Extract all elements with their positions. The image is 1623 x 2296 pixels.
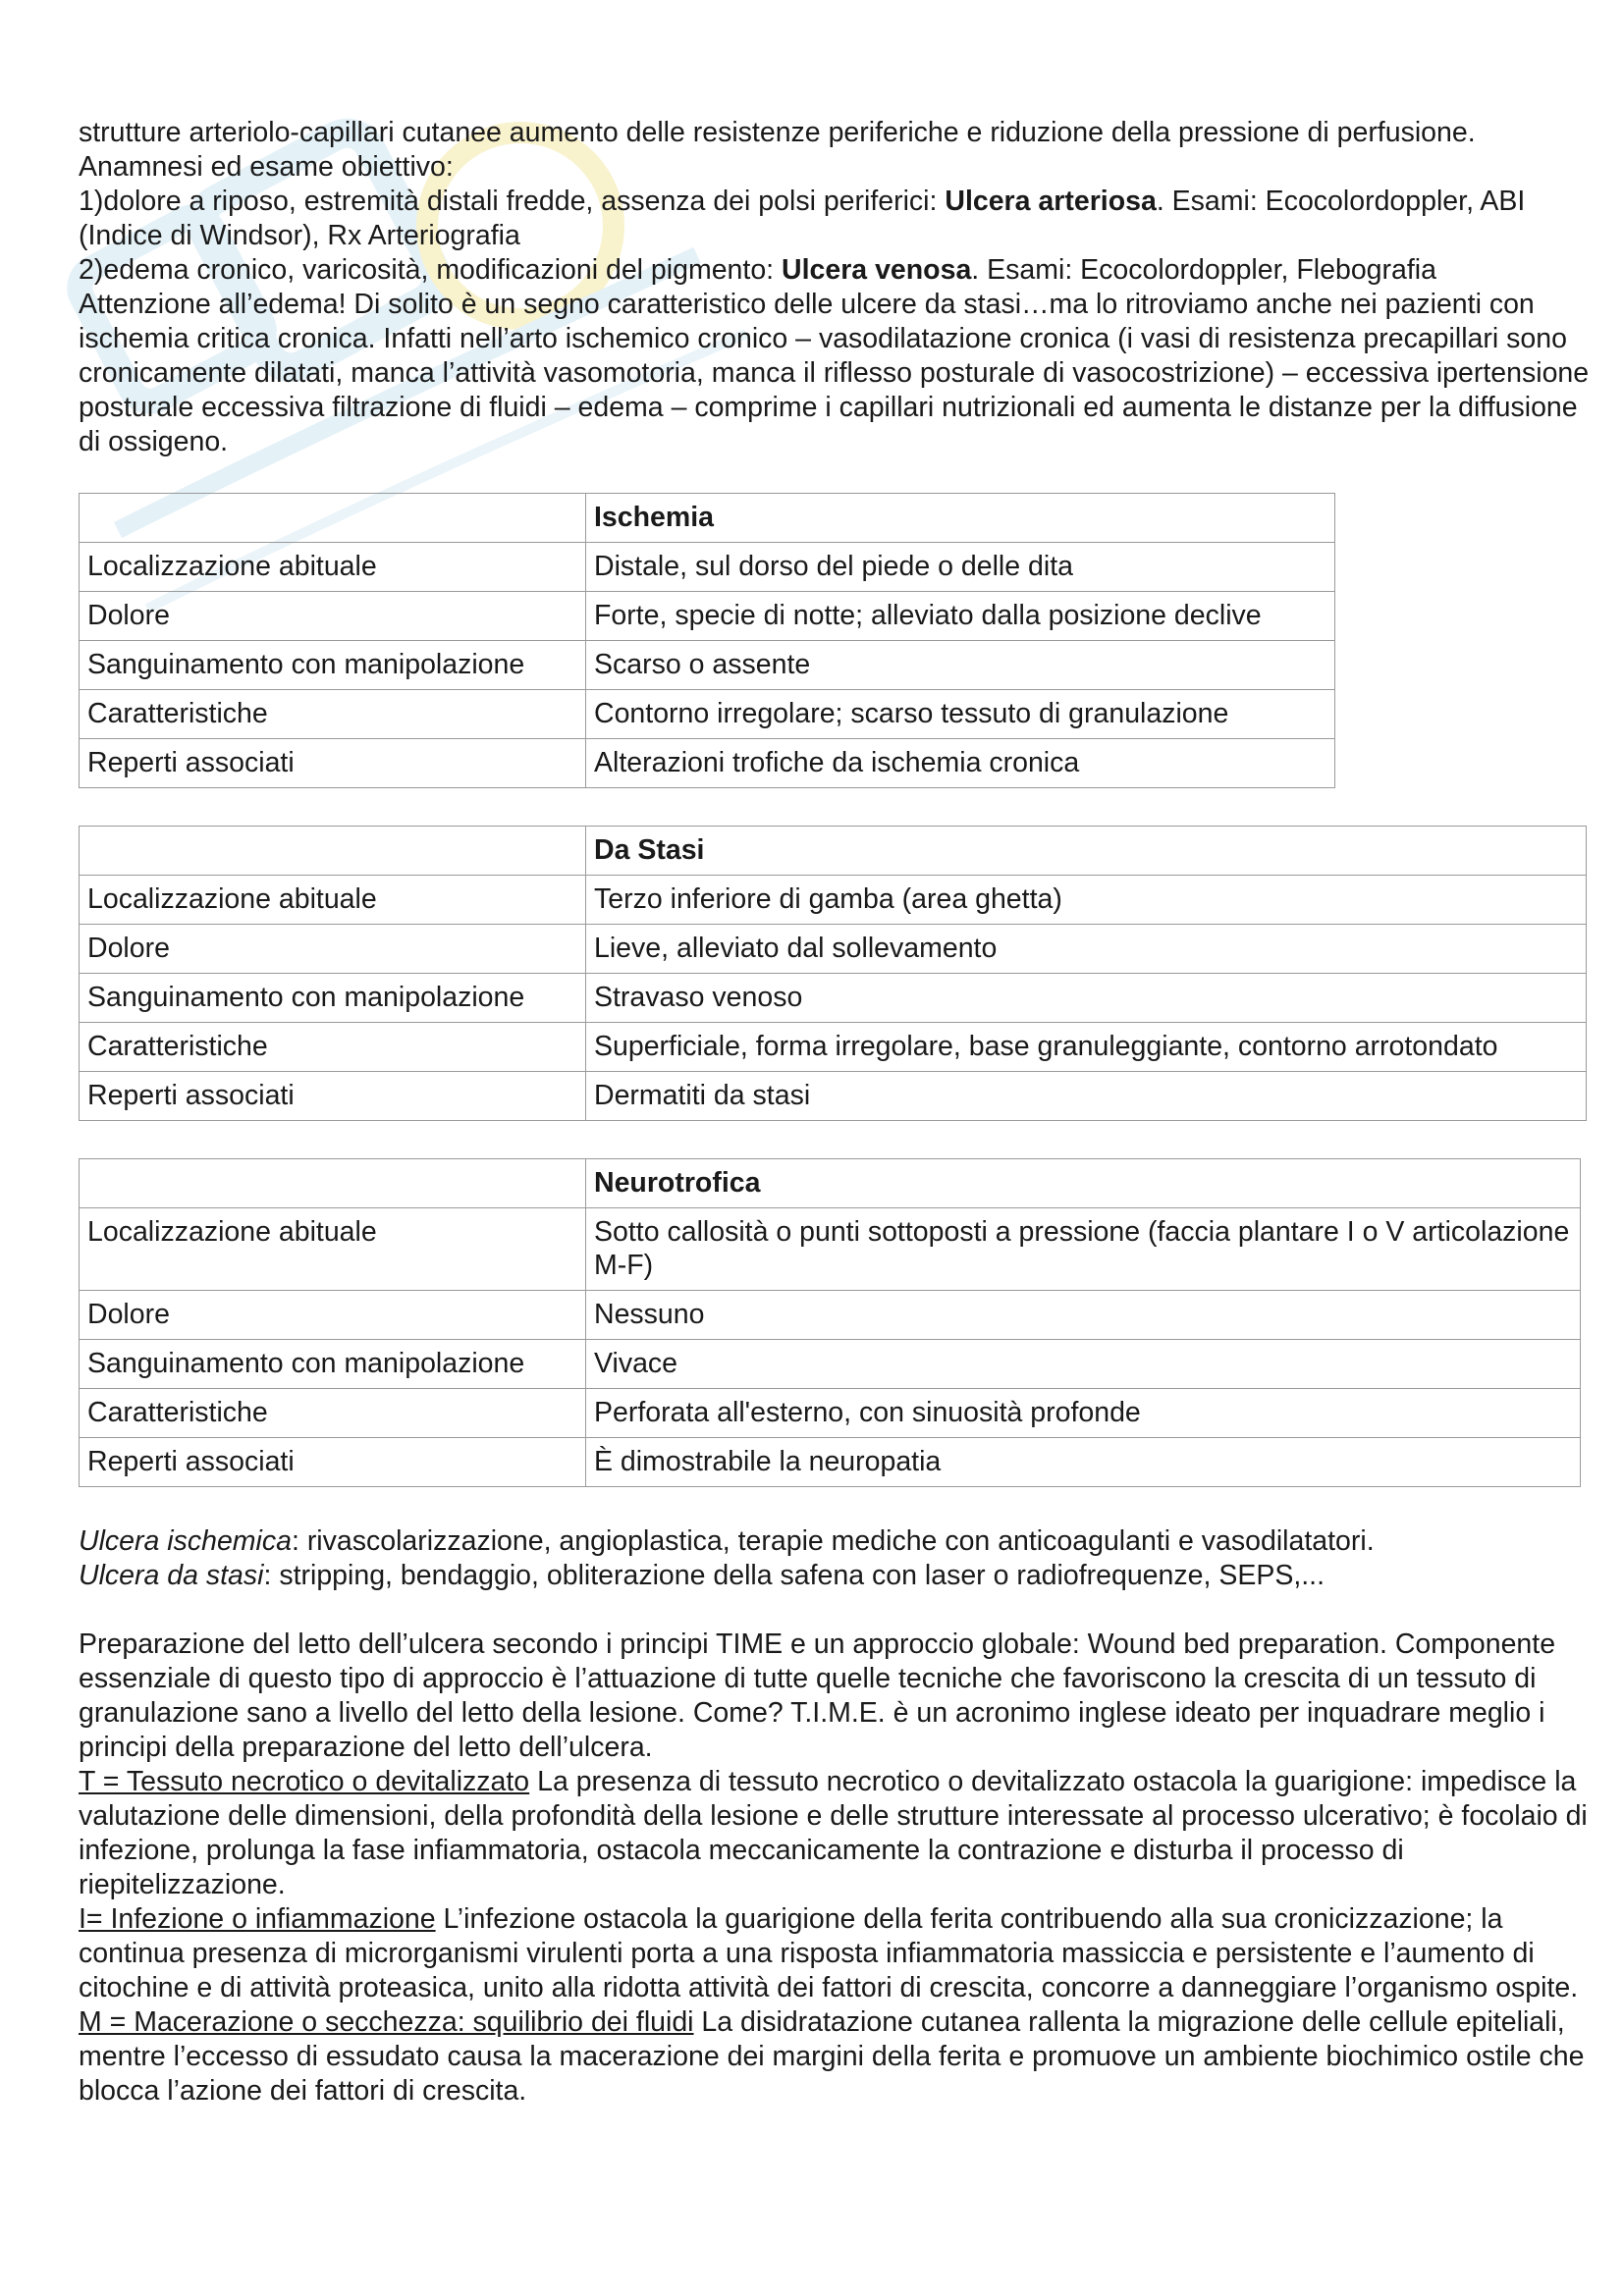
table-title: Ischemia: [586, 494, 1335, 543]
row-label: Caratteristiche: [80, 690, 586, 739]
row-value: È dimostrabile la neuropatia: [586, 1438, 1581, 1487]
row-label: Dolore: [80, 592, 586, 641]
row-label: Reperti associati: [80, 1072, 586, 1121]
time-t-paragraph: [79, 1765, 1591, 1902]
time-t-text: La presenza di tessuto necrotico o devitalizzato ostacola la guarigione: impedisce la valutazione delle dimensioni, della profondità della lesione e delle strutture interessate al processo ulcerativo; è focolaio di infezione, prolunga la fase infiammatoria, ostacola meccanicamente la contrazione e disturba il processo di riepitelizzazione.: [79, 1766, 1588, 1900]
document-page: [79, 116, 1591, 2109]
treatment-section: [79, 1524, 1591, 1593]
intro-section: [79, 116, 1591, 459]
row-value: Perforata all'esterno, con sinuosità profonde: [586, 1389, 1581, 1438]
time-section: [79, 1628, 1591, 2109]
table-corner-cell: [80, 827, 586, 876]
point-2-exams: . Esami: Ecocolordoppler, Flebografia: [971, 254, 1436, 286]
intro-text-a: strutture arteriolo-capillari cutanee: [79, 117, 510, 148]
table-row: [80, 1208, 1581, 1291]
table-header-row: [80, 827, 1587, 876]
row-value: Contorno irregolare; scarso tessuto di granulazione: [586, 690, 1335, 739]
row-label: Reperti associati: [80, 1438, 586, 1487]
table-title: Da Stasi: [586, 827, 1587, 876]
intro-paragraph: [79, 116, 1591, 150]
table-header-row: [80, 1159, 1581, 1208]
row-value: Nessuno: [586, 1291, 1581, 1340]
table-row: [80, 876, 1587, 925]
table-row: [80, 1438, 1581, 1487]
time-m-heading: M = Macerazione o secchezza: squilibrio dei fluidi: [79, 2006, 694, 2038]
treatment-stasi: [79, 1559, 1591, 1593]
row-label: Localizzazione abituale: [80, 1208, 586, 1291]
table-da-stasi: [79, 826, 1587, 1121]
table-row: [80, 925, 1587, 974]
row-label: Caratteristiche: [80, 1023, 586, 1072]
row-value: Stravaso venoso: [586, 974, 1587, 1023]
treatment-ischemica-label: Ulcera ischemica: [79, 1525, 292, 1557]
table-row: [80, 739, 1335, 788]
row-label: Sanguinamento con manipolazione: [80, 1340, 586, 1389]
treatment-ischemica-text: : rivascolarizzazione, angioplastica, terapie mediche con anticoagulanti e vasodilatatori.: [291, 1525, 1375, 1557]
point-2-text: 2)edema cronico, varicosità, modificazioni del pigmento:: [79, 254, 783, 286]
table-row: [80, 974, 1587, 1023]
point-2-bold: Ulcera venosa: [782, 254, 972, 286]
row-value: Lieve, alleviato dal sollevamento: [586, 925, 1587, 974]
table-row: [80, 543, 1335, 592]
row-value: Superficiale, forma irregolare, base granuleggiante, contorno arrotondato: [586, 1023, 1587, 1072]
treatment-stasi-label: Ulcera da stasi: [79, 1560, 264, 1591]
point-1-bold: Ulcera arteriosa: [945, 186, 1157, 217]
point-venosa: [79, 253, 1591, 288]
row-value: Forte, specie di notte; alleviato dalla posizione declive: [586, 592, 1335, 641]
table-row: [80, 1340, 1581, 1389]
row-label: Dolore: [80, 925, 586, 974]
row-value: Vivace: [586, 1340, 1581, 1389]
row-value: Dermatiti da stasi: [586, 1072, 1587, 1121]
treatment-stasi-text: : stripping, bendaggio, obliterazione della safena con laser o radiofrequenze, SEPS,...: [263, 1560, 1325, 1591]
table-row: [80, 1023, 1587, 1072]
point-1-exams: . Esami: Ecocolordoppler, ABI (Indice di Windsor), Rx Arteriografia: [79, 186, 1526, 251]
table-row: [80, 690, 1335, 739]
row-label: Reperti associati: [80, 739, 586, 788]
row-label: Dolore: [80, 1291, 586, 1340]
table-row: [80, 1389, 1581, 1438]
row-value: Sotto callosità o punti sottoposti a pressione (faccia plantare I o V articolazione M-F): [586, 1208, 1581, 1291]
time-t-heading: T = Tessuto necrotico o devitalizzato: [79, 1766, 530, 1797]
row-label: Caratteristiche: [80, 1389, 586, 1438]
time-m-paragraph: [79, 2005, 1591, 2109]
table-header-row: [80, 494, 1335, 543]
row-label: Sanguinamento con manipolazione: [80, 974, 586, 1023]
table-row: [80, 1072, 1587, 1121]
intro-text-b: aumento delle resistenze periferiche e riduzione della pressione di perfusione.: [509, 117, 1476, 148]
table-ischemia: [79, 493, 1335, 788]
row-label: Localizzazione abituale: [80, 876, 586, 925]
treatment-ischemica: [79, 1524, 1591, 1559]
table-row: [80, 592, 1335, 641]
row-value: Scarso o assente: [586, 641, 1335, 690]
row-value: Terzo inferiore di gamba (area ghetta): [586, 876, 1587, 925]
time-i-heading: I= Infezione o infiammazione: [79, 1903, 436, 1935]
table-title: Neurotrofica: [586, 1159, 1581, 1208]
anamnesi-heading: Anamnesi ed esame obiettivo:: [79, 151, 454, 183]
row-label: Sanguinamento con manipolazione: [80, 641, 586, 690]
row-label: Localizzazione abituale: [80, 543, 586, 592]
time-i-text: L’infezione ostacola la guarigione della ferita contribuendo alla sua cronicizzazione; la continua presenza di microrganismi virulenti porta a una risposta infiammatoria massiccia e persistente e l’aumento di citochine e di attività proteasica, unito alla ridotta attività dei fattori di crescita, concorre a danneggiare l’organismo ospite.: [79, 1903, 1579, 2003]
attenzione-paragraph: Attenzione all’edema! Di solito è un segno caratteristico delle ulcere da stasi…ma lo ritroviamo anche nei pazienti con ischemia critica cronica. Infatti nell’arto ischemico cronico – vasodilatazione cronica (i vasi di resistenza precapillari sono cronicamente dilatati, manca l’attività vasomotoria, manca il riflesso posturale di vasocostrizione) – eccessiva ipertensione posturale eccessiva filtrazione di fluidi – edema – comprime i capillari nutrizionali ed aumenta le distanze per la diffusione di ossigeno.: [79, 289, 1590, 457]
table-neurotrofica: [79, 1158, 1581, 1487]
row-value: Alterazioni trofiche da ischemia cronica: [586, 739, 1335, 788]
table-row: [80, 641, 1335, 690]
time-intro: Preparazione del letto dell’ulcera secondo i principi TIME e un approccio globale: Wound bed preparation. Componente essenziale di questo tipo di approccio è l’attuazione di tutte quelle tecniche che favoriscono la crescita di un tessuto di granulazione sano a livello del letto della lesione. Come? T.I.M.E. è un acronimo inglese ideato per inquadrare meglio i principi della preparazione del letto dell’ulcera.: [79, 1629, 1556, 1763]
table-corner-cell: [80, 1159, 586, 1208]
point-arteriosa: [79, 185, 1591, 253]
time-m-text: La disidratazione cutanea rallenta la migrazione delle cellule epiteliali, mentre l’eccesso di essudato causa la macerazione dei margini della ferita e promuove un ambiente biochimico ostile che blocca l’azione dei fattori di crescita.: [79, 2006, 1585, 2107]
table-row: [80, 1291, 1581, 1340]
point-1-text: 1)dolore a riposo, estremità distali fredde, assenza dei polsi periferici:: [79, 186, 946, 217]
table-corner-cell: [80, 494, 586, 543]
time-i-paragraph: [79, 1902, 1591, 2005]
row-value: Distale, sul dorso del piede o delle dita: [586, 543, 1335, 592]
